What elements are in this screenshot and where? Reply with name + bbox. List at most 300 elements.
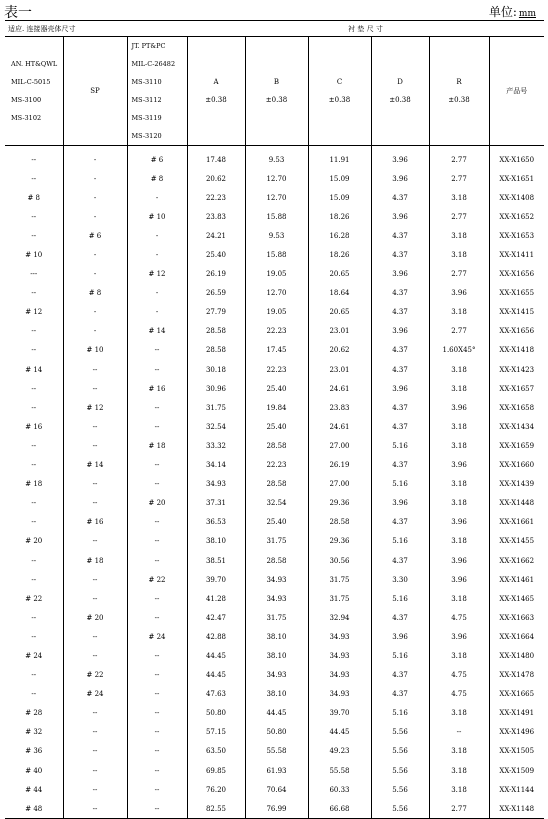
cell-d: 4.37 — [371, 226, 429, 245]
cell-d: 3.96 — [371, 169, 429, 188]
table-row — [5, 322, 544, 341]
cell-r: 3.18 — [429, 761, 489, 780]
cell-an: -- — [31, 384, 37, 393]
cell-sp: -- — [63, 494, 127, 513]
cell-an: -- — [31, 289, 37, 298]
col-header-d — [371, 37, 429, 146]
table-row — [5, 341, 544, 360]
cell-r: 3.18 — [429, 360, 489, 379]
cell-sp: -- — [63, 379, 127, 398]
cell-part: XX-X1662 — [489, 551, 544, 570]
cell-part: XX-X1663 — [489, 608, 544, 627]
cell-c: 20.65 — [308, 303, 371, 322]
cell-c: 30.56 — [308, 551, 371, 570]
cell-part: XX-X1656 — [489, 265, 544, 284]
cell-sp: # 18 — [63, 551, 127, 570]
cell-part: XX-X1665 — [489, 685, 544, 704]
cell-a: 36.53 — [187, 513, 245, 532]
cell-a: 31.75 — [187, 398, 245, 417]
cell-a: 27.79 — [187, 303, 245, 322]
cell-jt: # 12 — [127, 265, 187, 284]
cell-part: XX-X1465 — [489, 589, 544, 608]
cell-d: 3.96 — [371, 265, 429, 284]
cell-jt: -- — [127, 398, 187, 417]
cell-r: 3.18 — [429, 436, 489, 455]
cell-sp: -- — [63, 360, 127, 379]
cell-jt: -- — [127, 723, 187, 742]
cell-part: XX-X1653 — [489, 226, 544, 245]
cell-r: 1.60X45° — [429, 341, 489, 360]
cell-c: 23.01 — [308, 322, 371, 341]
cell-c: 27.00 — [308, 436, 371, 455]
cell-a: 34.93 — [187, 475, 245, 494]
col-header-jt-line: MS-3119 — [131, 114, 162, 122]
cell-an: -- — [31, 461, 37, 470]
cell-a: 33.32 — [187, 436, 245, 455]
cell-b: 34.93 — [245, 570, 308, 589]
cell-b: 22.23 — [245, 456, 308, 475]
cell-a: 23.83 — [187, 207, 245, 226]
cell-an: -- — [31, 403, 37, 412]
cell-sp: -- — [63, 723, 127, 742]
cell-r: 3.18 — [429, 780, 489, 799]
cell-part: XX-X1509 — [489, 761, 544, 780]
cell-r: 2.77 — [429, 322, 489, 341]
table-body — [5, 150, 544, 819]
cell-r: 2.77 — [429, 265, 489, 284]
col-header-c — [308, 37, 371, 146]
cell-jt: # 24 — [127, 627, 187, 646]
cell-sp: -- — [63, 704, 127, 723]
cell-an: # 24 — [25, 651, 43, 660]
col-header-jt-line: JT. PT&PC — [131, 42, 166, 50]
cell-an: -- — [31, 556, 37, 565]
cell-sp: # 24 — [63, 685, 127, 704]
col-header-a — [187, 37, 245, 146]
cell-c: 24.61 — [308, 379, 371, 398]
cell-sp: -- — [63, 799, 127, 819]
cell-jt: -- — [127, 360, 187, 379]
cell-c: 18.26 — [308, 245, 371, 264]
cell-r: 3.96 — [429, 398, 489, 417]
table-row — [5, 398, 544, 417]
cell-a: 28.58 — [187, 341, 245, 360]
cell-c: 16.28 — [308, 226, 371, 245]
cell-sp: # 10 — [63, 341, 127, 360]
cell-d: 4.37 — [371, 551, 429, 570]
cell-b: 55.58 — [245, 742, 308, 761]
col-header-d-tol: ±0.38 — [389, 96, 411, 104]
cell-jt: -- — [127, 417, 187, 436]
cell-a: 30.18 — [187, 360, 245, 379]
cell-part: XX-X1455 — [489, 532, 544, 551]
cell-d: 5.16 — [371, 646, 429, 665]
cell-sp: -- — [63, 589, 127, 608]
cell-c: 34.93 — [308, 685, 371, 704]
cell-an: # 22 — [25, 594, 43, 603]
cell-b: 31.75 — [245, 608, 308, 627]
cell-a: 38.51 — [187, 551, 245, 570]
cell-r: 3.96 — [429, 627, 489, 646]
cell-b: 28.58 — [245, 475, 308, 494]
cell-r: 2.77 — [429, 207, 489, 226]
table-row — [5, 150, 544, 169]
cell-r: -- — [429, 723, 489, 742]
cell-c: 29.36 — [308, 494, 371, 513]
col-header-b — [245, 37, 308, 146]
cell-d: 4.37 — [371, 608, 429, 627]
cell-d: 4.37 — [371, 188, 429, 207]
cell-c: 18.26 — [308, 207, 371, 226]
cell-sp: -- — [63, 570, 127, 589]
cell-d: 5.16 — [371, 589, 429, 608]
cell-jt: -- — [127, 513, 187, 532]
cell-r: 4.75 — [429, 608, 489, 627]
cell-r: 3.96 — [429, 513, 489, 532]
cell-r: 3.18 — [429, 532, 489, 551]
cell-part: XX-X1505 — [489, 742, 544, 761]
col-header-an-line: MS-3102 — [11, 114, 42, 122]
col-header-an-line: MIL-C-5015 — [11, 78, 51, 86]
cell-r: 3.96 — [429, 551, 489, 570]
table-row — [5, 742, 544, 761]
cell-c: 20.62 — [308, 341, 371, 360]
cell-d: 3.96 — [371, 627, 429, 646]
cell-part: XX-X1411 — [489, 245, 544, 264]
cell-part: XX-X1657 — [489, 379, 544, 398]
cell-a: 39.70 — [187, 570, 245, 589]
cell-d: 3.96 — [371, 322, 429, 341]
cell-c: 18.64 — [308, 284, 371, 303]
cell-c: 11.91 — [308, 150, 371, 169]
col-header-jt-line: MIL-C-26482 — [131, 60, 176, 68]
cell-an: # 28 — [25, 709, 43, 718]
cell-b: 22.23 — [245, 360, 308, 379]
cell-sp: -- — [63, 436, 127, 455]
cell-sp: -- — [63, 627, 127, 646]
cell-jt: # 22 — [127, 570, 187, 589]
table-row — [5, 379, 544, 398]
cell-sp: - — [63, 150, 127, 169]
col-header-c-tol: ±0.38 — [328, 96, 351, 104]
cell-b: 15.88 — [245, 245, 308, 264]
cell-b: 44.45 — [245, 704, 308, 723]
cell-part: XX-X1655 — [489, 284, 544, 303]
cell-a: 82.55 — [187, 799, 245, 819]
col-header-jt-line: MS-3112 — [131, 96, 162, 104]
cell-b: 50.80 — [245, 723, 308, 742]
table-row — [5, 666, 544, 685]
cell-b: 34.93 — [245, 666, 308, 685]
cell-an: # 20 — [25, 537, 43, 546]
cell-b: 28.58 — [245, 436, 308, 455]
cell-part: XX-X1448 — [489, 494, 544, 513]
table-row — [5, 704, 544, 723]
table-row — [5, 608, 544, 627]
cell-an: # 36 — [25, 747, 43, 756]
cell-an: # 14 — [25, 365, 43, 374]
cell-sp: -- — [63, 742, 127, 761]
cell-sp: -- — [63, 761, 127, 780]
cell-part: XX-X1652 — [489, 207, 544, 226]
cell-a: 50.80 — [187, 704, 245, 723]
cell-b: 38.10 — [245, 646, 308, 665]
cell-r: 3.18 — [429, 646, 489, 665]
table-title: 表一 — [4, 5, 32, 21]
cell-an: -- — [31, 518, 37, 527]
cell-b: 12.70 — [245, 169, 308, 188]
table-row — [5, 475, 544, 494]
table-row — [5, 265, 544, 284]
table-row — [5, 513, 544, 532]
cell-a: 24.21 — [187, 226, 245, 245]
cell-jt: -- — [127, 551, 187, 570]
table-row — [5, 780, 544, 799]
cell-d: 4.37 — [371, 284, 429, 303]
cell-jt: -- — [127, 704, 187, 723]
cell-b: 15.88 — [245, 207, 308, 226]
cell-b: 34.93 — [245, 589, 308, 608]
table-row — [5, 226, 544, 245]
col-header-b-tol: ±0.38 — [265, 96, 288, 104]
cell-an: -- — [31, 690, 37, 699]
cell-d: 4.37 — [371, 513, 429, 532]
cell-sp: # 8 — [63, 284, 127, 303]
cell-d: 5.56 — [371, 742, 429, 761]
col-header-r-label: R — [456, 78, 462, 86]
table-row — [5, 627, 544, 646]
cell-d: 4.37 — [371, 666, 429, 685]
col-header-b-label: B — [273, 78, 280, 86]
cell-a: 20.62 — [187, 169, 245, 188]
cell-a: 32.54 — [187, 417, 245, 436]
table-row — [5, 685, 544, 704]
cell-b: 17.45 — [245, 341, 308, 360]
dimensions-table — [5, 20, 544, 819]
cell-jt: -- — [127, 589, 187, 608]
cell-sp: -- — [63, 417, 127, 436]
cell-r: 3.18 — [429, 742, 489, 761]
cell-a: 76.20 — [187, 780, 245, 799]
cell-part: XX-X1656 — [489, 322, 544, 341]
table-row — [5, 570, 544, 589]
cell-an: -- — [31, 632, 37, 641]
cell-jt: # 6 — [127, 150, 187, 169]
cell-a: 26.59 — [187, 284, 245, 303]
cell-an: --- — [30, 270, 38, 279]
cell-an: # 32 — [25, 728, 43, 737]
cell-jt: # 10 — [127, 207, 187, 226]
cell-an: -- — [31, 231, 37, 240]
table-row — [5, 494, 544, 513]
col-header-r-tol: ±0.38 — [448, 96, 470, 104]
cell-jt: -- — [127, 780, 187, 799]
cell-d: 5.16 — [371, 532, 429, 551]
cell-c: 31.75 — [308, 570, 371, 589]
group-header-row — [5, 21, 544, 37]
cell-a: 34.14 — [187, 456, 245, 475]
cell-part: XX-X1148 — [489, 799, 544, 819]
cell-a: 63.50 — [187, 742, 245, 761]
cell-d: 4.37 — [371, 417, 429, 436]
cell-sp: # 6 — [63, 226, 127, 245]
cell-part: XX-X1664 — [489, 627, 544, 646]
table-row — [5, 551, 544, 570]
cell-sp: # 14 — [63, 456, 127, 475]
cell-c: 23.83 — [308, 398, 371, 417]
table-row — [5, 284, 544, 303]
cell-a: 25.40 — [187, 245, 245, 264]
cell-d: 5.56 — [371, 799, 429, 819]
cell-jt: - — [127, 226, 187, 245]
cell-d: 4.37 — [371, 303, 429, 322]
col-header-sp: SP — [63, 37, 127, 146]
cell-sp: # 16 — [63, 513, 127, 532]
cell-an: # 12 — [25, 308, 43, 317]
cell-b: 9.53 — [245, 226, 308, 245]
table-row — [5, 723, 544, 742]
cell-jt: -- — [127, 608, 187, 627]
cell-d: 3.96 — [371, 379, 429, 398]
cell-a: 57.15 — [187, 723, 245, 742]
cell-jt: - — [127, 245, 187, 264]
group-header-connector: 适应. 连接器壳体尺寸 — [5, 21, 187, 37]
cell-part: XX-X1418 — [489, 341, 544, 360]
cell-d: 5.56 — [371, 761, 429, 780]
cell-d: 5.56 — [371, 723, 429, 742]
cell-c: 66.68 — [308, 799, 371, 819]
col-header-jt-line: MS-3120 — [131, 132, 162, 140]
cell-part: XX-X1439 — [489, 475, 544, 494]
cell-b: 12.70 — [245, 284, 308, 303]
cell-jt: # 8 — [127, 169, 187, 188]
cell-part: XX-X1651 — [489, 169, 544, 188]
cell-c: 24.61 — [308, 417, 371, 436]
cell-a: 69.85 — [187, 761, 245, 780]
cell-an: # 48 — [5, 799, 63, 819]
cell-d: 5.16 — [371, 475, 429, 494]
cell-b: 12.70 — [245, 188, 308, 207]
cell-an: # 44 — [25, 785, 43, 794]
cell-an: -- — [31, 212, 37, 221]
cell-an: -- — [31, 499, 37, 508]
cell-jt: -- — [127, 799, 187, 819]
cell-c: 23.01 — [308, 360, 371, 379]
cell-jt: - — [127, 284, 187, 303]
cell-part: XX-X1659 — [489, 436, 544, 455]
cell-sp: - — [63, 303, 127, 322]
cell-c: 15.09 — [308, 169, 371, 188]
col-header-an — [5, 37, 63, 146]
cell-b: 25.40 — [245, 417, 308, 436]
cell-part: XX-X1461 — [489, 570, 544, 589]
cell-b: 38.10 — [245, 627, 308, 646]
col-header-part: 产品号 — [489, 37, 544, 146]
cell-jt: # 20 — [127, 494, 187, 513]
cell-jt: - — [127, 188, 187, 207]
cell-an: -- — [31, 613, 37, 622]
cell-d: 4.37 — [371, 341, 429, 360]
cell-d: 3.96 — [371, 150, 429, 169]
cell-c: 32.94 — [308, 608, 371, 627]
cell-r: 2.77 — [429, 799, 489, 819]
cell-an: # 10 — [25, 251, 43, 260]
cell-part: XX-X1478 — [489, 666, 544, 685]
cell-b: 25.40 — [245, 513, 308, 532]
cell-c: 39.70 — [308, 704, 371, 723]
table-row — [5, 360, 544, 379]
cell-a: 42.88 — [187, 627, 245, 646]
cell-an: # 40 — [25, 766, 43, 775]
cell-jt: -- — [127, 742, 187, 761]
unit-label — [489, 3, 536, 20]
cell-part: XX-X1144 — [489, 780, 544, 799]
cell-a: 28.58 — [187, 322, 245, 341]
cell-a: 30.96 — [187, 379, 245, 398]
cell-part: XX-X1415 — [489, 303, 544, 322]
table-row — [5, 207, 544, 226]
table-row — [5, 436, 544, 455]
cell-sp: # 12 — [63, 398, 127, 417]
col-header-c-label: C — [336, 78, 343, 86]
cell-sp: -- — [63, 475, 127, 494]
column-header-row — [5, 37, 544, 146]
cell-c: 31.75 — [308, 589, 371, 608]
cell-an: # 18 — [25, 480, 43, 489]
cell-b: 28.58 — [245, 551, 308, 570]
cell-c: 34.93 — [308, 666, 371, 685]
cell-r: 3.18 — [429, 226, 489, 245]
cell-r: 3.18 — [429, 303, 489, 322]
cell-d: 5.56 — [371, 780, 429, 799]
cell-sp: -- — [63, 646, 127, 665]
cell-sp: -- — [63, 532, 127, 551]
unit-label-text: 单位: — [488, 5, 517, 19]
cell-r: 4.75 — [429, 685, 489, 704]
cell-b: 22.23 — [245, 322, 308, 341]
cell-a: 41.28 — [187, 589, 245, 608]
cell-jt: # 16 — [127, 379, 187, 398]
col-header-d-label: D — [397, 78, 403, 86]
cell-b: 9.53 — [245, 150, 308, 169]
col-header-jt-line: MS-3110 — [131, 78, 162, 86]
table-row — [5, 799, 544, 819]
cell-a: 44.45 — [187, 646, 245, 665]
cell-a: 42.47 — [187, 608, 245, 627]
cell-sp: - — [63, 245, 127, 264]
table-row — [5, 188, 544, 207]
cell-jt: -- — [127, 341, 187, 360]
cell-c: 55.58 — [308, 761, 371, 780]
cell-d: 4.37 — [371, 685, 429, 704]
cell-part: XX-X1434 — [489, 417, 544, 436]
unit-value: mm — [518, 9, 536, 19]
cell-sp: - — [63, 265, 127, 284]
cell-c: 49.23 — [308, 742, 371, 761]
cell-part: XX-X1650 — [489, 150, 544, 169]
cell-jt: -- — [127, 532, 187, 551]
cell-jt: -- — [127, 646, 187, 665]
cell-a: 47.63 — [187, 685, 245, 704]
cell-c: 26.19 — [308, 456, 371, 475]
cell-part: XX-X1496 — [489, 723, 544, 742]
cell-jt: -- — [127, 456, 187, 475]
cell-d: 3.30 — [371, 570, 429, 589]
cell-c: 34.93 — [308, 627, 371, 646]
cell-r: 2.77 — [429, 150, 489, 169]
cell-b: 32.54 — [245, 494, 308, 513]
cell-a: 37.31 — [187, 494, 245, 513]
